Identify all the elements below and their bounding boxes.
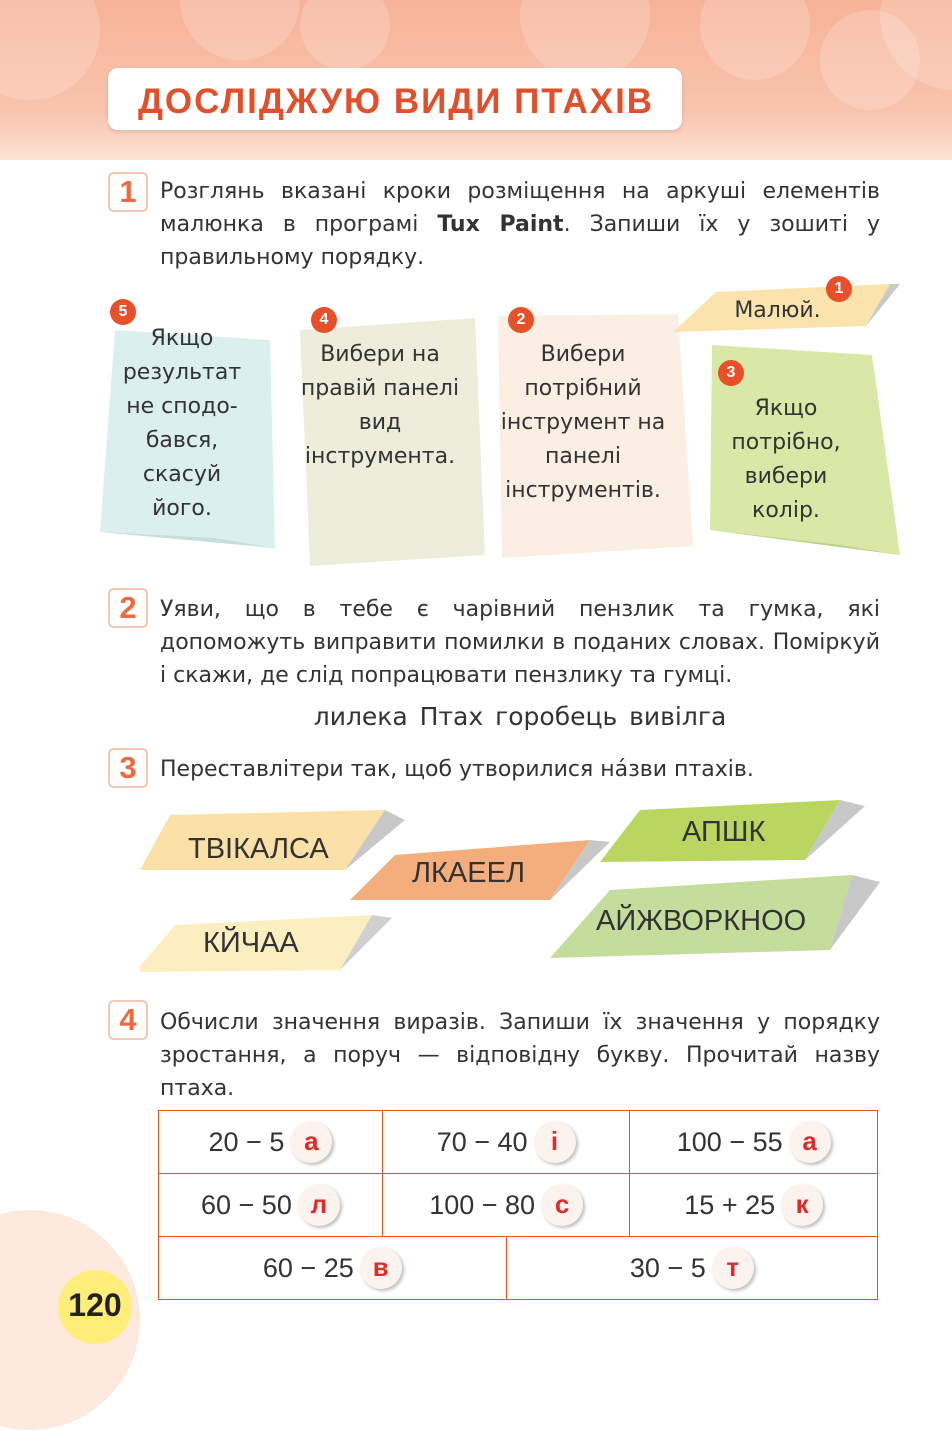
page-title: ДОСЛІДЖУЮ ВИДИ ПТАХІВ — [138, 82, 655, 121]
letter-circle: л — [298, 1184, 340, 1226]
step-badge-2: 2 — [508, 307, 534, 333]
page-number: 120 — [68, 1287, 122, 1323]
decor-bubble — [700, 0, 810, 80]
ribbon-4-text: КЙЧАА — [203, 927, 299, 959]
table-row — [159, 1174, 878, 1237]
step-badge-4: 4 — [311, 307, 337, 333]
task-number-1: 1 — [108, 172, 148, 212]
expression: 15 + 25 — [684, 1189, 776, 1220]
ribbon-5-text: АЙЖВОРКНОО — [596, 905, 807, 937]
task-number-4: 4 — [108, 1000, 148, 1040]
step-badge-3: 3 — [718, 360, 744, 386]
letter-circle: в — [360, 1247, 402, 1289]
task-1-text-part-b: . Запиши їх у зошиті у правильному порядку. — [160, 212, 881, 270]
step-card-5-text: Якщо результат не сподо-бався, скасуй його. — [122, 326, 242, 521]
letter-circle: а — [290, 1121, 332, 1163]
task-3-text: Переставлітери так, щоб утворилися на́зви птахів. — [160, 757, 754, 782]
expression: 20 − 5 — [208, 1126, 285, 1157]
expression: 30 − 5 — [629, 1252, 706, 1283]
ribbon-1-text: ТВІКАЛСА — [188, 833, 329, 865]
step-card-3-text: Якщо потрібно, вибери колір. — [731, 396, 841, 523]
task-1-text — [160, 175, 880, 274]
table-cell — [382, 1174, 630, 1237]
ribbon-3-text: АПШК — [682, 816, 766, 848]
program-name: Tux Paint — [437, 212, 564, 237]
expression: 70 − 40 — [436, 1126, 528, 1157]
table-cell — [382, 1111, 630, 1174]
expression: 100 − 80 — [429, 1189, 536, 1220]
letter-circle: к — [781, 1184, 823, 1226]
ribbon-2-text: ЛКАЕЕЛ — [412, 857, 525, 889]
decor-bubble — [0, 0, 100, 100]
table-row — [159, 1237, 878, 1300]
table-cell — [630, 1174, 878, 1237]
task-4-text: Обчисли значення виразів. Запиши їх значення у порядку зростання, а поруч — відповідну букву. Прочитай назву птаха. — [160, 1010, 880, 1101]
step-badge-5: 5 — [110, 299, 136, 325]
expression: 100 − 55 — [676, 1126, 783, 1157]
table-cell — [159, 1111, 383, 1174]
step-card-2-text: Вибери потрібний інструмент на панелі інструментів. — [500, 342, 666, 503]
task-1-text-part-a: Розглянь вказані кроки розміщення на аркуші елементів малюнка в програмі — [160, 179, 880, 237]
task-number-3: 3 — [108, 748, 148, 788]
table-cell — [159, 1237, 507, 1300]
table-cell — [159, 1174, 383, 1237]
step-card-1-text: Малюй. — [734, 298, 821, 323]
decor-bubble — [180, 0, 300, 60]
letter-circle: т — [712, 1247, 754, 1289]
decor-bubble — [300, 0, 390, 70]
letter-circle: і — [534, 1121, 576, 1163]
expression: 60 − 25 — [262, 1252, 354, 1283]
letter-circle: а — [789, 1121, 831, 1163]
step-badge-1: 1 — [826, 276, 852, 302]
expression: 60 − 50 — [201, 1189, 292, 1220]
table-cell — [506, 1237, 877, 1300]
letter-circle: с — [541, 1184, 583, 1226]
words-to-fix: лилека Птах горобець вивілга — [313, 702, 727, 731]
table-row — [159, 1111, 878, 1174]
table-cell — [630, 1111, 878, 1174]
calculation-table — [158, 1110, 878, 1300]
task-2-text: Уяви, що в тебе є чарівний пензлик та гумка, які допоможуть виправити помилки в поданих словах. Поміркуй і скажи, де слід попрацювати пензлику та гумці. — [160, 597, 880, 688]
step-card-4-text: Вибери на правій панелі вид інструмента. — [300, 342, 460, 469]
task-number-2: 2 — [108, 588, 148, 628]
